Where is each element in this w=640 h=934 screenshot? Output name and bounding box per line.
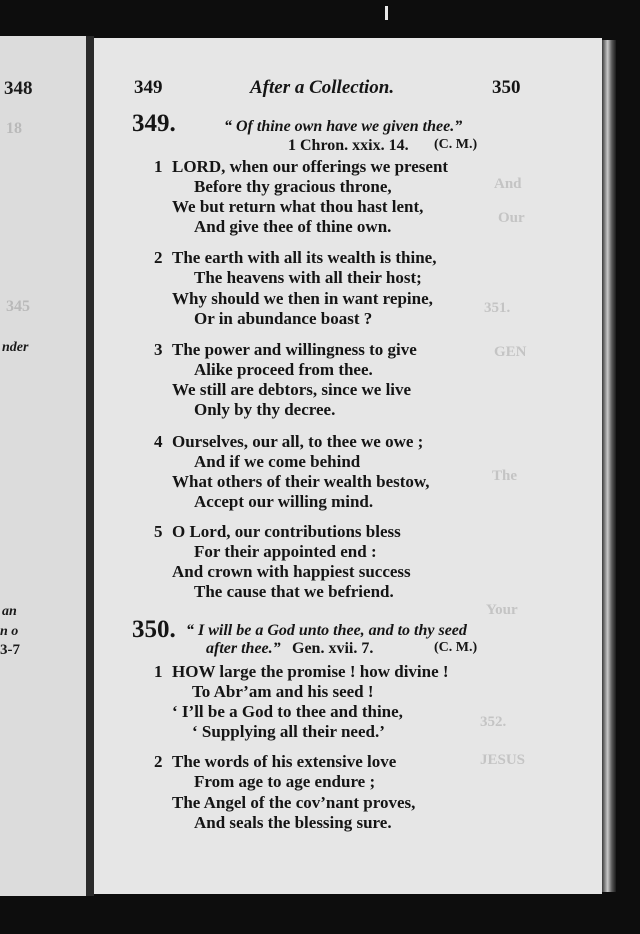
header-right-number: 350	[492, 77, 521, 98]
left-page-fragment: an	[2, 604, 17, 619]
bleed-through: GEN	[494, 344, 527, 360]
verse-line: The earth with all its wealth is thine,	[172, 248, 437, 267]
verse-line: And if we come behind	[194, 452, 361, 471]
bleed-through: 351.	[484, 300, 511, 316]
verse-line: The words of his extensive love	[172, 752, 397, 771]
verse-line: We but return what thou hast lent,	[172, 197, 424, 216]
verse-line: O Lord, our contributions bless	[172, 522, 401, 541]
verse-line: ‘ I’ll be a God to thee and thine,	[172, 702, 403, 721]
hymn-reference: 1 Chron. xxix. 14.	[288, 137, 409, 154]
left-page-number: 348	[4, 78, 33, 99]
left-page	[0, 36, 86, 896]
verse-number: 3	[154, 340, 163, 359]
verse-line: HOW large the promise ! how divine !	[172, 662, 449, 681]
verse-line: The heavens with all their host;	[194, 268, 422, 287]
verse-line: Alike proceed from thee.	[194, 360, 373, 379]
bleed-through: JESUS	[480, 752, 526, 768]
hymn-epigraph: “ Of thine own have we given thee.”	[224, 118, 463, 135]
verse-number: 2	[154, 248, 163, 267]
verse-line: Why should we then in want repine,	[172, 289, 433, 308]
verse-line: From age to age endure ;	[194, 772, 376, 791]
verse-line: The power and willingness to give	[172, 340, 417, 359]
running-header	[94, 77, 602, 103]
left-page-fragment: 18	[6, 120, 22, 137]
verse-number: 5	[154, 522, 163, 541]
verse-line: The Angel of the cov’nant proves,	[172, 793, 416, 812]
left-page-fragment: n o	[0, 624, 19, 639]
verse-number: 1	[154, 662, 163, 681]
hymn-epigraph: “ I will be a God unto thee, and to thy seed	[186, 622, 467, 639]
verse-line: And seals the blessing sure.	[194, 813, 392, 832]
verse-line: Accept our willing mind.	[194, 492, 374, 511]
hymn-meter: (C. M.)	[434, 640, 478, 655]
hymn-reference: Gen. xvii. 7.	[292, 640, 374, 657]
right-page	[94, 38, 602, 894]
verse-line: And crown with happiest success	[172, 562, 411, 581]
verse-line: To Abr’am and his seed !	[192, 682, 374, 701]
edge-mark	[385, 6, 388, 20]
book-gutter	[86, 36, 94, 896]
verse-line: LORD, when our offerings we present	[172, 157, 449, 176]
verse-line: Ourselves, our all, to thee we owe ;	[172, 432, 424, 451]
verse-line: The cause that we befriend.	[194, 582, 394, 601]
verse-number: 2	[154, 752, 163, 771]
verse-line: We still are debtors, since we live	[172, 380, 412, 399]
verse-line: What others of their wealth bestow,	[172, 472, 430, 491]
verse-line: Only by thy decree.	[194, 400, 336, 419]
verse-line: For their appointed end :	[194, 542, 377, 561]
verse-line: And give thee of thine own.	[194, 217, 392, 236]
hymn-number: 349.	[132, 110, 176, 137]
verse-number: 4	[154, 432, 163, 451]
verse-line: Or in abundance boast ?	[194, 309, 373, 328]
bleed-through: The	[492, 468, 518, 484]
hymn-meter: (C. M.)	[434, 137, 478, 152]
page-edge	[602, 40, 616, 892]
verse-number: 1	[154, 157, 163, 176]
left-page-fragment: 3-7	[0, 642, 20, 658]
hymn-number: 350.	[132, 616, 176, 643]
hymn-epigraph: after thee.”	[206, 640, 281, 657]
verse-line: Before thy gracious throne,	[194, 177, 392, 196]
header-left-number: 349	[134, 77, 163, 98]
bleed-through: Our	[498, 210, 525, 226]
verse-line: ‘ Supplying all their need.’	[192, 722, 385, 741]
left-page-fragment: nder	[2, 340, 29, 355]
header-title: After a Collection.	[250, 77, 395, 98]
bleed-through: And	[494, 176, 522, 192]
left-page-fragment: 345	[6, 298, 30, 315]
bleed-through: Your	[486, 602, 518, 618]
bleed-through: 352.	[480, 714, 507, 730]
